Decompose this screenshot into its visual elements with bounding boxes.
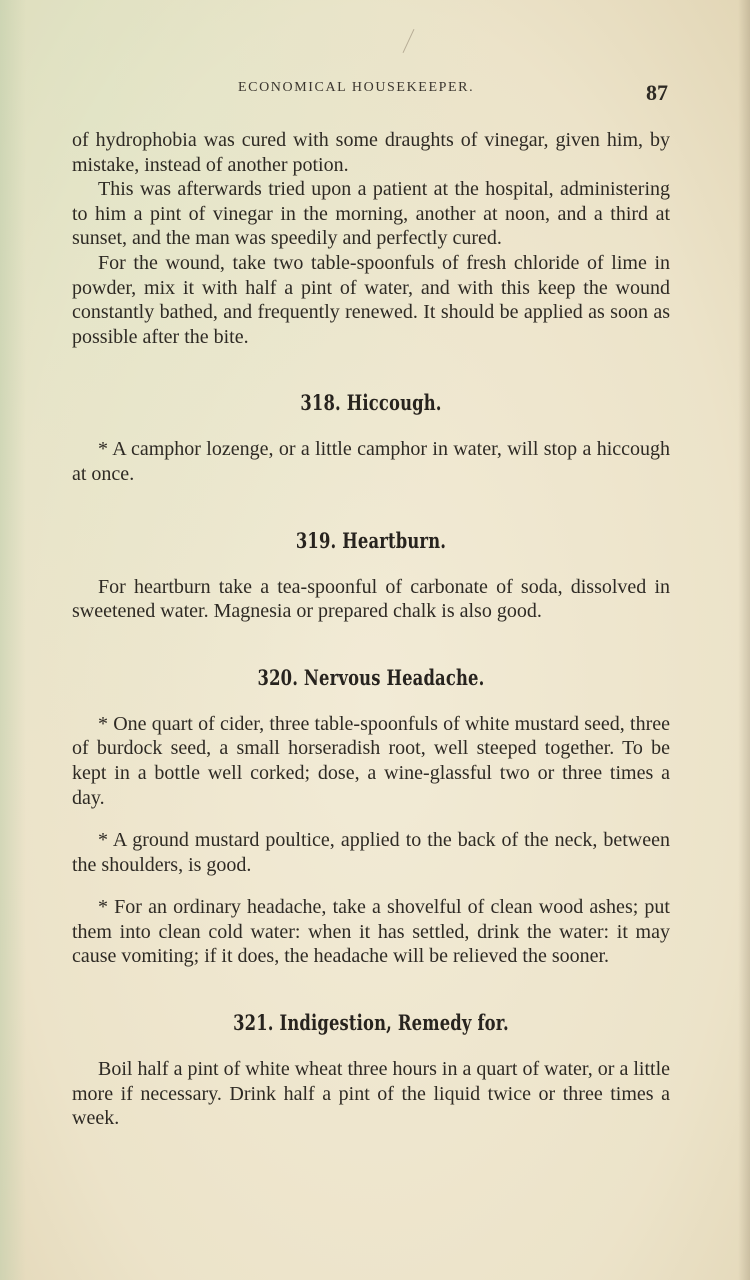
hiccough-paragraph: * A camphor lozenge, or a little camphor in water, will stop a hiccough at once. (72, 438, 670, 485)
nervous-headache-paragraph-3: * For an ordinary headache, take a shovelful of clean wood ashes; put them into clean cold water: when it has settled, drink the water: it may cause vomiting; if it does, the headache will be relieved the sooner. (72, 896, 670, 968)
heartburn-paragraph: For heartburn take a tea-spoonful of carbonate of soda, dissolved in sweetened water. Magnesia or prepared chalk is also good. (72, 575, 670, 623)
pencil-mark (403, 29, 415, 53)
indigestion-paragraph: Boil half a pint of white wheat three hours in a quart of water, or a little more if necessary. Drink half a pint of the liquid twice or three times a week. (72, 1058, 670, 1130)
section-heading-nervous-headache: 320. Nervous Headache. (257, 664, 485, 690)
page-gutter-shadow (738, 0, 750, 1280)
nervous-headache-paragraph-2: * A ground mustard poultice, applied to the back of the neck, between the shoulders, is good. (72, 829, 670, 876)
page-number: 87 (646, 80, 668, 105)
section-heading-hiccough: 318. Hiccough. (300, 390, 442, 416)
body-text (72, 128, 670, 1131)
section-heading-heartburn: 319. Heartburn. (295, 527, 447, 553)
page-edge-shadow (0, 0, 26, 1280)
intro-paragraph-2: This was afterwards tried upon a patient at the hospital, administering to him a pint of vinegar in the morning, another at noon, and a third at sunset, and the man was speedily and perfectly cured. (72, 178, 670, 250)
nervous-headache-paragraph-1: * One quart of cider, three table-spoonfuls of white mustard seed, three of burdock seed, a small horseradish root, well steeped together. To be kept in a bottle well corked; dose, a wine-glassful two or three times a day. (72, 712, 670, 809)
intro-paragraph-3: For the wound, take two table-spoonfuls of fresh chloride of lime in powder, mix it with half a pint of water, and with this keep the wound constantly bathed, and frequently renewed. It should be applied as soon as possible after the bite. (72, 251, 670, 348)
section-heading-indigestion: 321. Indigestion, Remedy for. (233, 1010, 509, 1036)
running-head: ECONOMICAL HOUSEKEEPER. (238, 80, 475, 95)
intro-paragraph-1: of hydrophobia was cured with some draughts of vinegar, given him, by mistake, instead of another potion. (72, 129, 670, 176)
